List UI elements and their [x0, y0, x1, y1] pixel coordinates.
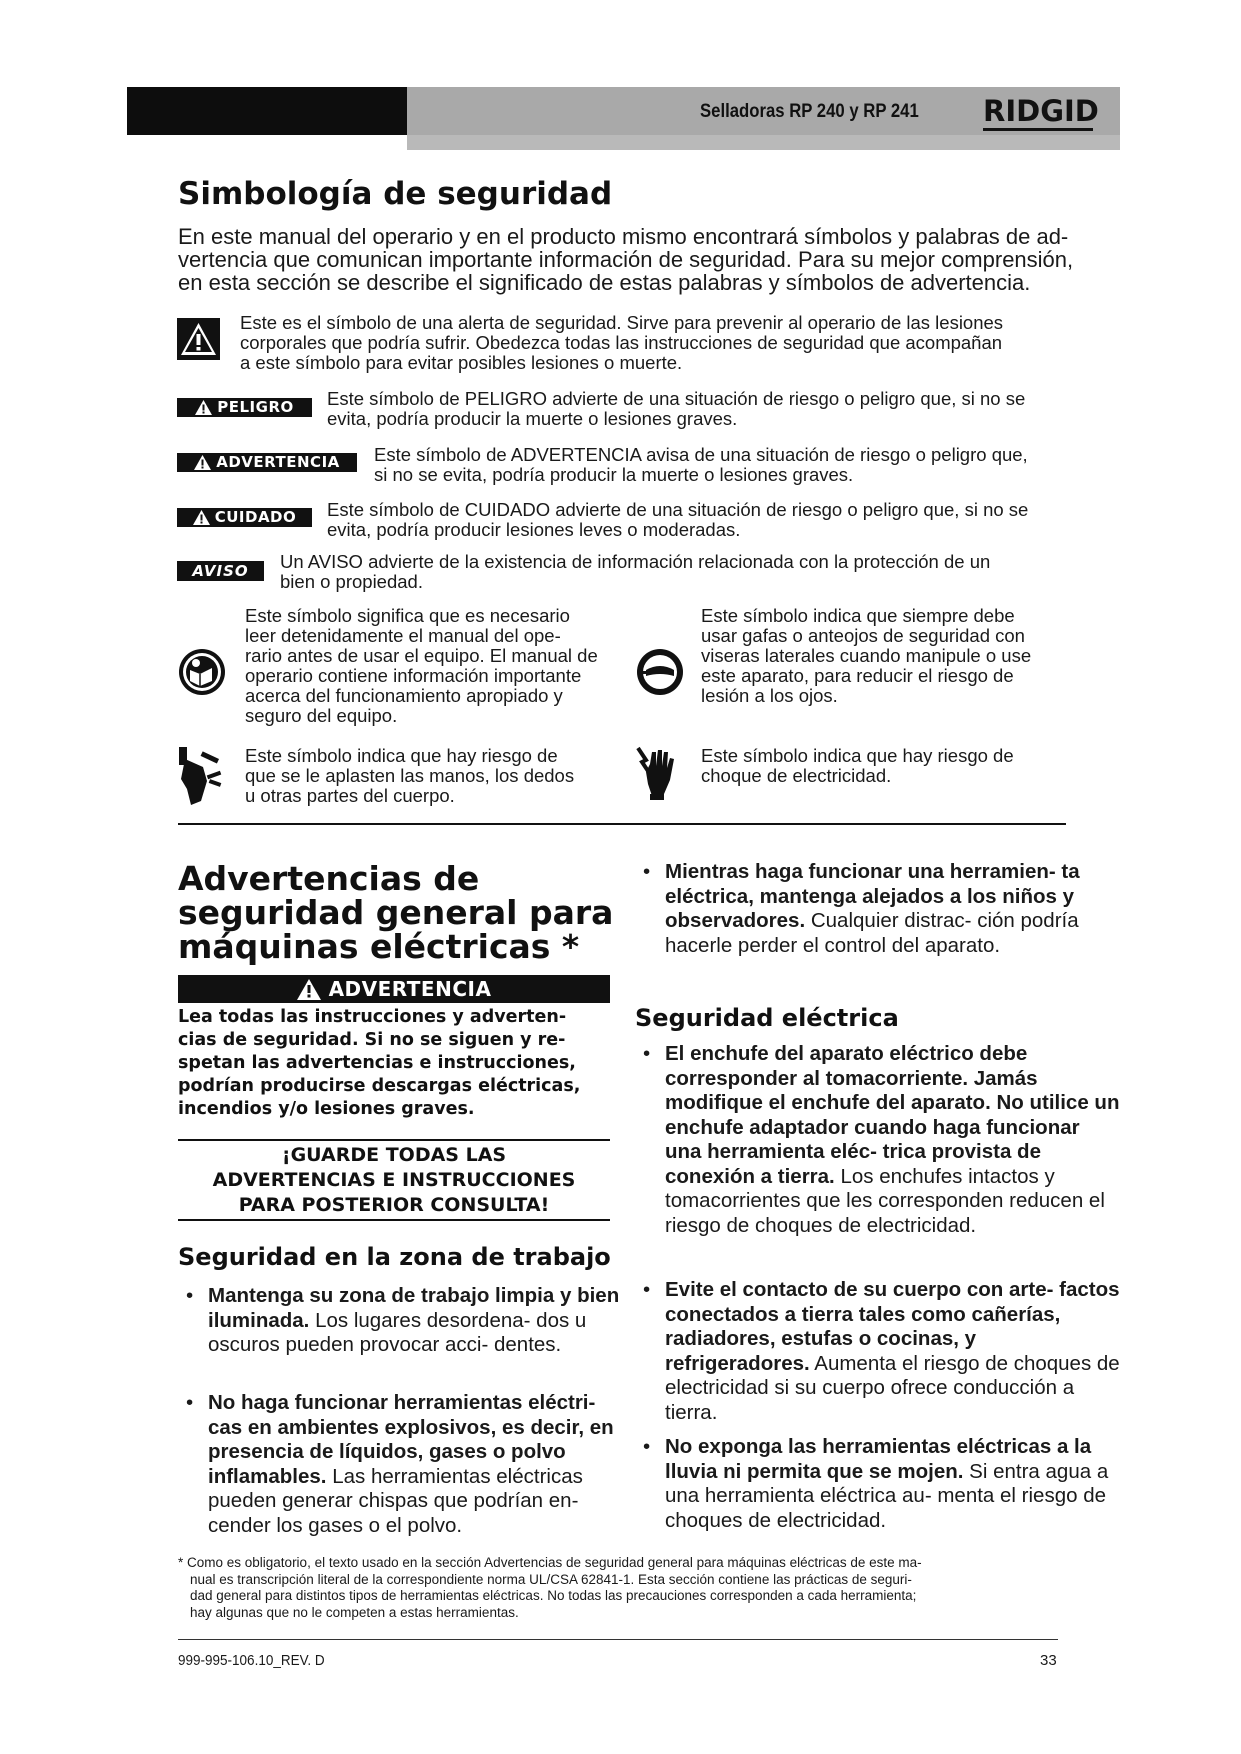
- title-line: máquinas eléctricas *: [178, 927, 580, 966]
- bullet-text: Si entra agua a una herramienta eléctrica au- menta el riesgo de choques de electricidad.: [665, 1459, 1109, 1532]
- advertencia-label: ADVERTENCIA: [216, 453, 340, 471]
- bullet-bold: No haga funcionar herramientas eléctri- cas en ambientes explosivos, es decir, en presencia de líquidos, gases o polvo inflamables.: [208, 1391, 614, 1488]
- advertencia-line: Este símbolo de ADVERTENCIA avisa de una situación de riesgo o peligro que,: [374, 444, 1028, 465]
- title-line: seguridad general para: [178, 893, 614, 932]
- cuidado-description: [327, 500, 1147, 540]
- lead-line: cias de seguridad. Si no se siguen y re-: [178, 1030, 566, 1050]
- bullet-bold: Mantenga su zona de trabajo limpia y bien iluminada.: [208, 1284, 620, 1332]
- goggles-line: Este símbolo indica que siempre debe: [701, 605, 1015, 626]
- goggles-line: este aparato, para reducir el riesgo de: [701, 665, 1014, 686]
- bullet-bold: El enchufe del aparato eléctrico debe corresponder al tomacorriente. Jamás modifique el enchufe del aparato. No utilice un enchufe adaptador cuando haga funcionar una herramienta eléc- trica provista de conexión a tierra.: [665, 1042, 1120, 1188]
- intro-line: en esta sección se describe el significado de estas palabras y símbolos de advertencia.: [178, 270, 1031, 295]
- footer-rule: [178, 1639, 1058, 1640]
- crush-description: [245, 746, 635, 806]
- manual-line: rario antes de usar el equipo. El manual de: [245, 645, 598, 666]
- lead-warning-text: [178, 1006, 638, 1121]
- lead-line: podrían producirse descargas eléctricas,: [178, 1076, 581, 1096]
- zona-bullet-1: • Mantenga su zona de trabajo limpia y bien iluminada. Los lugares desordena- dos u oscuros pueden provocar acci- dentes.: [186, 1284, 620, 1356]
- warning-triangle-icon: [297, 979, 321, 1000]
- guarde-line: ADVERTENCIAS E INSTRUCCIONES: [212, 1169, 576, 1191]
- title-line: Advertencias de: [178, 859, 480, 898]
- electrica-bullet-2: • Evite el contacto de su cuerpo con arte- factos conectados a tierra tales como cañerías, radiadores, estufas o cocinas, y refrigeradores. Aumenta el riesgo de choques de electricidad si su cuerpo ofrece conducción a tierra.: [643, 1278, 1120, 1424]
- guarde-bottom-rule: [178, 1219, 610, 1221]
- alert-line: a este símbolo para evitar posibles lesiones o muerte.: [240, 352, 683, 373]
- advertencia-banner: [178, 975, 610, 1003]
- intro-line: En este manual del operario y en el producto mismo encontrará símbolos y palabras de ad-: [178, 224, 1069, 249]
- lead-line: spetan las advertencias e instrucciones,: [178, 1053, 576, 1073]
- cuidado-line: evita, podría producir lesiones leves o moderadas.: [327, 519, 741, 540]
- aviso-line: Un AVISO advierte de la existencia de información relacionada con la protección de un: [280, 551, 991, 572]
- bullet-bold: Evite el contacto de su cuerpo con arte- factos conectados a tierra tales como cañerías, radiadores, estufas o cocinas, y refrigeradores.: [665, 1278, 1120, 1375]
- section-divider: [178, 823, 1066, 825]
- bullet-text: Los lugares desordena- dos u oscuros pueden provocar acci- dentes.: [208, 1308, 587, 1356]
- zona-bullet-2: • No haga funcionar herramientas eléctri- cas en ambientes explosivos, es decir, en presencia de líquidos, gases o polvo inflamables. Las herramientas eléctricas pueden generar chispas que podrían en- cender los gases o el polvo.: [186, 1391, 614, 1537]
- alert-line: Este es el símbolo de una alerta de seguridad. Sirve para prevenir al operario de las lesiones: [240, 312, 1004, 333]
- guarde-notice: [178, 1143, 610, 1218]
- goggles-description: [701, 606, 1086, 706]
- shock-description: [701, 746, 1086, 786]
- header-black-band: [127, 87, 407, 135]
- peligro-label: PELIGRO: [217, 398, 294, 416]
- warning-triangle-icon: [195, 400, 212, 415]
- header-title: Selladoras RP 240 y RP 241: [700, 101, 919, 122]
- goggles-line: viseras laterales cuando manipule o use: [701, 645, 1032, 666]
- advertencia-line: si no se evita, podría producir la muerte o lesiones graves.: [374, 464, 854, 485]
- peligro-line: evita, podría producir la muerte o lesiones graves.: [327, 408, 738, 429]
- safety-alert-icon: [177, 318, 220, 360]
- footnote-line: * Como es obligatorio, el texto usado en la sección Advertencias de seguridad general para máquinas eléctricas de este ma-: [178, 1555, 922, 1570]
- advertencia-description: [374, 445, 1154, 485]
- read-manual-icon: [178, 648, 226, 696]
- warning-triangle-icon: [194, 455, 211, 470]
- bullet-text: Aumenta el riesgo de choques de electricidad si su cuerpo ofrece conducción a tierra.: [665, 1351, 1120, 1424]
- aviso-line: bien o propiedad.: [280, 571, 423, 592]
- manual-line: operario contiene información importante: [245, 665, 582, 686]
- shock-line: Este símbolo indica que hay riesgo de: [701, 745, 1014, 766]
- advertencia-banner-label: ADVERTENCIA: [328, 977, 492, 1001]
- electric-shock-icon: [636, 744, 676, 802]
- lead-line: Lea todas las instrucciones y adverten-: [178, 1007, 567, 1027]
- electrica-bullet-1: • El enchufe del aparato eléctrico debe corresponder al tomacorriente. Jamás modifique el enchufe del aparato. No utilice un enchufe adaptador cuando haga funcionar una herramienta eléc- trica provista de conexión a tierra. Los enchufes intactos y tomacorrientes que les corresponden reducen el riesgo de choques de electricidad.: [643, 1042, 1120, 1237]
- aviso-signal-box: AVISO: [177, 561, 264, 581]
- cuidado-label: CUIDADO: [214, 508, 297, 526]
- manual-description: [245, 606, 635, 726]
- footnote-line: nual es transcripción literal de la correspondiente norma UL/CSA 62841-1. Esta sección contiene las prácticas de seguri-: [190, 1571, 912, 1587]
- footnote-line: dad general para distintos tipos de herramientas eléctricas. No todas las precauciones corresponden a cada herramienta;: [190, 1588, 917, 1603]
- page-number: 33: [1040, 1652, 1057, 1669]
- guarde-line: PARA POSTERIOR CONSULTA!: [238, 1194, 550, 1216]
- cuidado-line: Este símbolo de CUIDADO advierte de una situación de riesgo o peligro que, si no se: [327, 499, 1029, 520]
- logo-underline: [983, 128, 1093, 131]
- manual-line: seguro del equipo.: [245, 705, 398, 726]
- advertencia-signal-box: [177, 453, 357, 472]
- page-title: Simbología de seguridad: [178, 176, 613, 212]
- zona-trabajo-heading: Seguridad en la zona de trabajo: [178, 1243, 611, 1271]
- goggles-line: lesión a los ojos.: [701, 685, 838, 706]
- seguridad-electrica-heading: Seguridad eléctrica: [635, 1004, 899, 1032]
- bullet-bold: Mientras haga funcionar una herramien- ta eléctrica, mantenga alejados a los niños y observadores.: [665, 860, 1080, 932]
- shock-line: choque de electricidad.: [701, 765, 892, 786]
- peligro-signal-box: [177, 398, 312, 417]
- col2-bullet: • Mientras haga funcionar una herramien- ta eléctrica, mantenga alejados a los niños y observadores. Cualquier distrac- ción podría hacerle perder el control del aparato.: [643, 860, 1080, 957]
- footnote-line: hay algunas que no le competen a estas herramientas.: [190, 1604, 519, 1620]
- bullet-bold: No exponga las herramientas eléctricas a la lluvia ni permita que se mojen.: [665, 1435, 1092, 1483]
- alert-line: corporales que podría sufrir. Obedezca todas las instrucciones de seguridad que acompañan: [240, 332, 1003, 353]
- peligro-line: Este símbolo de PELIGRO advierte de una situación de riesgo o peligro que, si no se: [327, 388, 1026, 409]
- crush-line: Este símbolo indica que hay riesgo de: [245, 745, 558, 766]
- bullet-text: Cualquier distrac- ción podría hacerle perder el control del aparato.: [665, 909, 1079, 957]
- bullet-text: Las herramientas eléctricas pueden generar chispas que podrían en- cender los gases o el polvo.: [208, 1464, 583, 1537]
- doc-number: 999-995-106.10_REV. D: [178, 1652, 325, 1669]
- guarde-line: ¡GUARDE TODAS LAS: [281, 1144, 507, 1166]
- manual-line: Este símbolo significa que es necesario: [245, 605, 570, 626]
- crush-hazard-icon: [177, 745, 223, 807]
- manual-line: acerca del funcionamiento apropiado y: [245, 685, 563, 706]
- lead-line: incendios y/o lesiones graves.: [178, 1099, 475, 1119]
- footnote: [178, 1555, 1098, 1621]
- warning-triangle-icon: [193, 510, 210, 525]
- intro-line: vertencia que comunican importante información de seguridad. Para su mejor comprensión,: [178, 247, 1074, 272]
- header-gray-strip: [407, 135, 1120, 150]
- crush-line: que se le aplasten las manos, los dedos: [245, 765, 575, 786]
- guarde-top-rule: [178, 1139, 610, 1141]
- manual-line: leer detenidamente el manual del ope-: [245, 625, 561, 646]
- ridgid-logo: RIDGID: [983, 94, 1099, 128]
- crush-line: u otras partes del cuerpo.: [245, 785, 455, 806]
- peligro-description: [327, 389, 1147, 429]
- intro-paragraph: [178, 225, 1138, 294]
- cuidado-signal-box: [177, 508, 312, 527]
- general-warnings-title: [178, 859, 618, 966]
- electrica-bullet-3: • No exponga las herramientas eléctricas a la lluvia ni permita que se mojen. Si entra agua a una herramienta eléctrica au- menta el riesgo de choques de electricidad.: [643, 1435, 1109, 1532]
- aviso-description: [280, 552, 1150, 592]
- bullet-text: Los enchufes intactos y tomacorrientes que les corresponden reducen el riesgo de choques de electricidad.: [665, 1164, 1105, 1237]
- safety-goggles-icon: [636, 648, 684, 696]
- alert-description: [240, 313, 1140, 373]
- goggles-line: usar gafas o anteojos de seguridad con: [701, 625, 1025, 646]
